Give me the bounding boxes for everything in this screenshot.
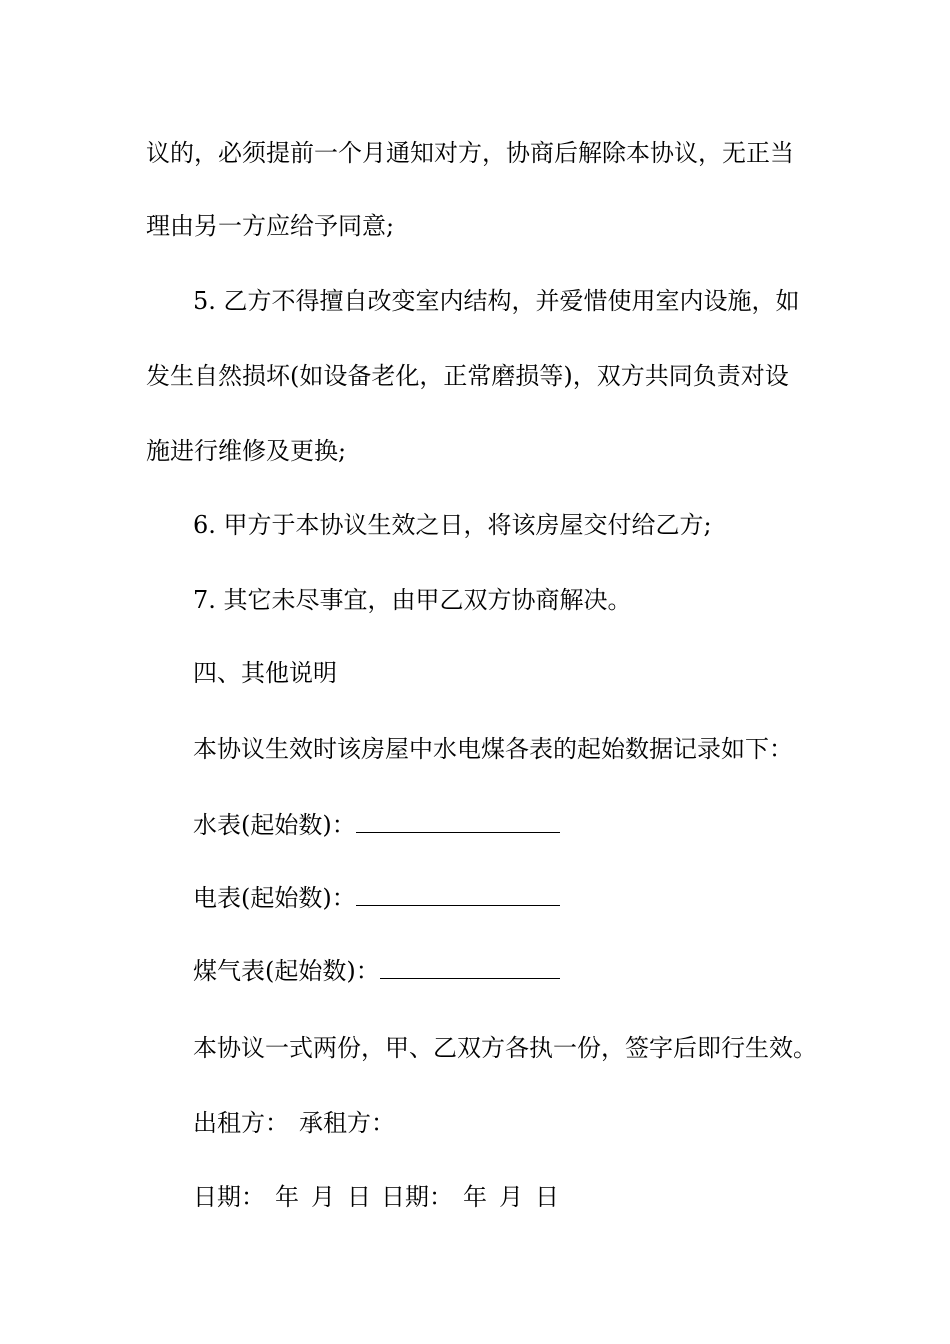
date-year: 年 xyxy=(463,1183,487,1211)
lessor-label: 出租方： xyxy=(193,1109,289,1137)
date-row xyxy=(193,1182,559,1212)
clause-5-line: 5. 乙方不得擅自改变室内结构，并爱惜使用室内设施，如 xyxy=(193,287,800,315)
electric-meter-blank[interactable] xyxy=(356,883,560,906)
date-label: 日期： xyxy=(193,1183,265,1211)
copies-statement: 本协议一式两份，甲、乙双方各执一份，签字后即行生效。 xyxy=(193,1034,817,1062)
gas-meter-blank[interactable] xyxy=(380,956,560,979)
date-day: 日 xyxy=(347,1183,371,1211)
meter-intro: 本协议生效时该房屋中水电煤各表的起始数据记录如下： xyxy=(193,735,793,763)
clause-5-line: 施进行维修及更换; xyxy=(146,437,347,465)
date-month: 月 xyxy=(499,1183,523,1211)
water-meter-row xyxy=(193,810,560,840)
date-year: 年 xyxy=(275,1183,299,1211)
paragraph-line: 理由另一方应给予同意; xyxy=(146,212,395,240)
clause-6: 6. 甲方于本协议生效之日，将该房屋交付给乙方; xyxy=(193,511,712,539)
water-meter-blank[interactable] xyxy=(356,810,560,833)
date-month: 月 xyxy=(311,1183,335,1211)
clause-5-line: 发生自然损坏(如设备老化，正常磨损等)，双方共同负责对设 xyxy=(146,362,789,390)
electric-meter-label: 电表(起始数)： xyxy=(193,884,356,912)
electric-meter-row xyxy=(193,883,560,913)
lessee-label: 承租方： xyxy=(299,1109,395,1137)
paragraph-line: 议的，必须提前一个月通知对方，协商后解除本协议，无正当 xyxy=(146,139,794,167)
clause-7: 7. 其它未尽事宜，由甲乙双方协商解决。 xyxy=(193,586,632,614)
water-meter-label: 水表(起始数)： xyxy=(193,811,356,839)
gas-meter-row xyxy=(193,956,560,986)
signature-row xyxy=(193,1108,395,1138)
section-heading: 四、其他说明 xyxy=(193,659,337,687)
date-day: 日 xyxy=(535,1183,559,1211)
date-label: 日期： xyxy=(381,1183,453,1211)
gas-meter-label: 煤气表(起始数)： xyxy=(193,957,380,985)
